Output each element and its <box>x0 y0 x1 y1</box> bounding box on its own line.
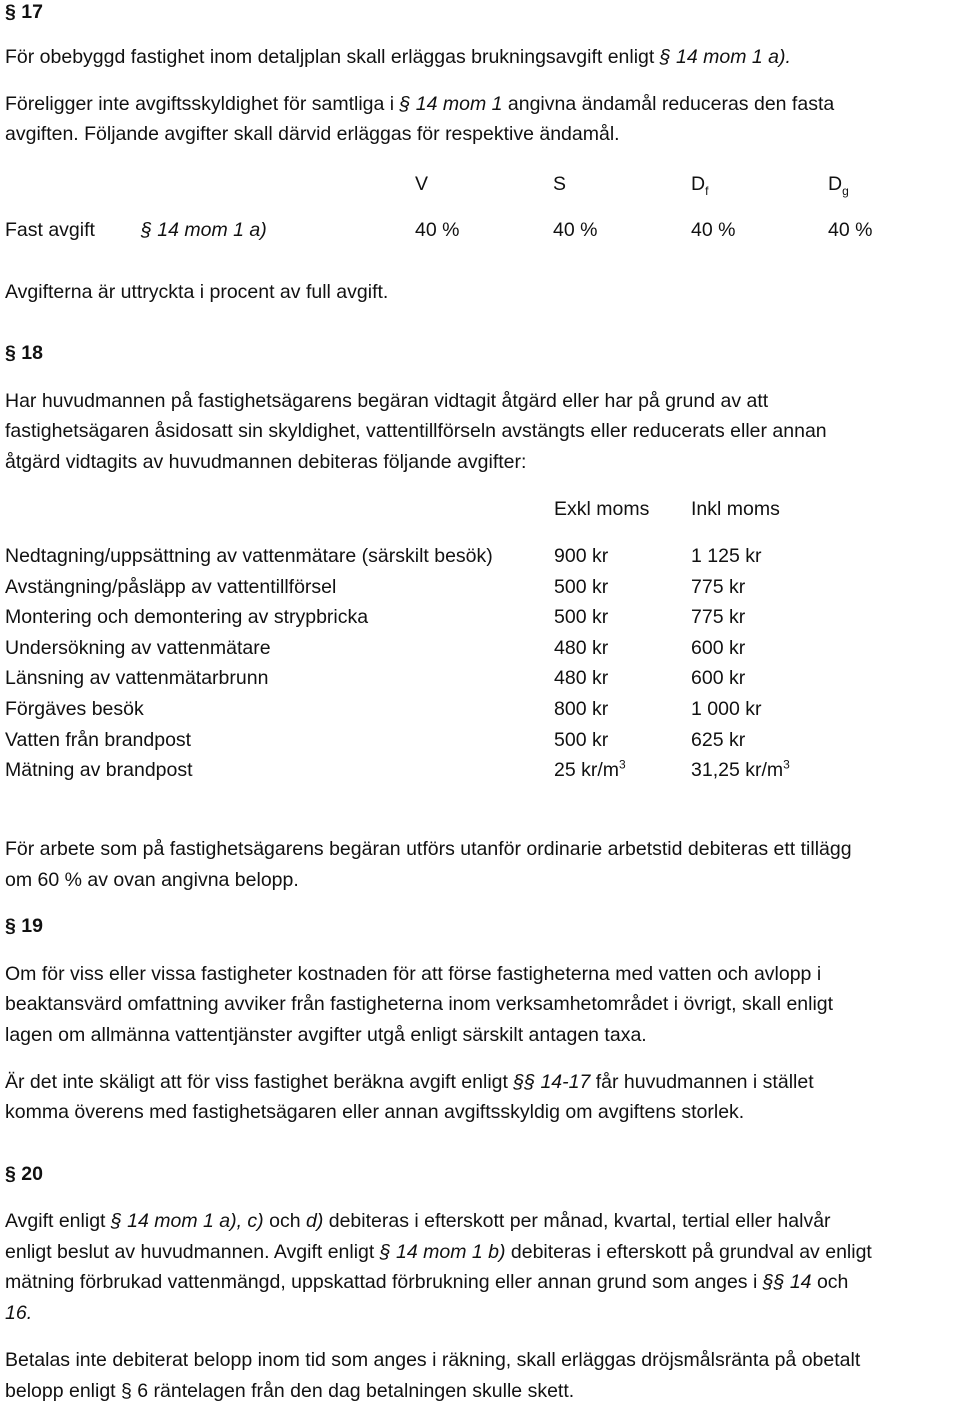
fee-row <box>5 636 955 667</box>
unit-exponent: 3 <box>619 757 626 772</box>
paragraph-19-1-line-1: Om för viss eller vissa fastigheter kostnaden för att förse fastigheterna med vatten och avlopp i <box>5 963 822 985</box>
fast-avgift-label: Fast avgift <box>5 219 95 241</box>
fee-note: Avgifterna är uttryckta i procent av full avgift. <box>5 281 389 303</box>
fee-row <box>5 728 955 759</box>
section-reference: § 14 mom 1 <box>399 93 503 115</box>
fee-row-exkl-moms: 900 kr <box>554 545 609 567</box>
section-reference: §§ 14 <box>762 1271 812 1293</box>
paragraph-18-1-line-3: åtgärd vidtagits av huvudmannen debiteras följande avgifter: <box>5 451 527 473</box>
fast-avgift-v: 40 % <box>415 219 460 241</box>
text: Föreligger inte avgiftsskyldighet för samtliga i <box>5 93 400 115</box>
section-reference: § 14 mom 1 a), c) <box>110 1210 264 1232</box>
unit-exponent: 3 <box>783 757 790 772</box>
fee-row-exkl-moms: 500 kr <box>554 575 609 598</box>
fee-row-inkl-moms: 1 000 kr <box>691 698 762 720</box>
fee-row-inkl-moms: 600 kr <box>691 667 746 690</box>
fee-row <box>5 605 955 636</box>
section-reference: §§ 14-17 <box>513 1071 591 1093</box>
text: För obebyggd fastighet inom detaljplan skall erläggas brukningsavgift enligt <box>5 46 660 68</box>
paragraph-19-1-line-2: beaktansvärd omfattning avviker från fastigheterna inom verksamhetområdet i övrigt, skall enligt <box>5 993 834 1015</box>
fee-row-label: Förgäves besök <box>5 698 144 720</box>
paragraph-20-1-line-2: enligt beslut av huvudmannen. Avgift enligt § 14 mom 1 b) debiteras i efterskott på grundval av enligt <box>5 1241 872 1263</box>
section-heading-19: § 19 <box>5 915 43 937</box>
fee-row-exkl-moms: 800 kr <box>554 698 609 720</box>
fee-row <box>5 666 955 697</box>
paragraph-19-1-line-3: lagen om allmänna vattentjänster avgifter utgå enligt särskilt antagen taxa. <box>5 1024 647 1046</box>
column-header-s: S <box>553 173 567 195</box>
paragraph-17-2-line-2: avgiften. Följande avgifter skall därvid erläggas för respektive ändamål. <box>5 123 620 145</box>
fee-row <box>5 544 955 575</box>
section-heading-18: § 18 <box>5 342 43 364</box>
fee-row-inkl-moms: 625 kr <box>691 728 746 751</box>
fee-row-exkl-moms: 25 $kr/m^3$ <box>554 757 626 782</box>
section-reference: § 14 mom 1 a). <box>659 46 791 68</box>
column-header-df: $D_f$ <box>691 173 709 198</box>
fee-row-inkl-moms: 775 kr <box>691 575 746 598</box>
fee-row-label: Nedtagning/uppsättning av vattenmätare (särskilt besök) <box>5 545 493 567</box>
fast-avgift-s: 40 % <box>553 219 598 241</box>
fee-row-label: Vatten från brandpost <box>5 728 192 751</box>
fee-row-label: Länsning av vattenmätarbrunn <box>5 667 269 690</box>
column-header-dg: $D_g$ <box>828 173 849 198</box>
fee-row-label: Montering och demontering av strypbricka <box>5 606 369 629</box>
fee-row-exkl-moms: 480 kr <box>554 636 609 659</box>
column-header-exkl-moms: Exkl moms <box>554 498 650 520</box>
fee-row-inkl-moms: 775 kr <box>691 606 746 629</box>
fast-avgift-reference: § 14 mom 1 a) <box>141 219 267 241</box>
fee-row <box>5 697 955 728</box>
fee-row-label: Avstängning/påsläpp av vattentillförsel <box>5 575 337 598</box>
paragraph-18-1-line-1: Har huvudmannen på fastighetsägarens begäran vidtagit åtgärd eller har på grund av att <box>5 390 769 412</box>
text: Är det inte skäligt att för viss fastighet beräkna avgift enligt <box>5 1071 514 1093</box>
fee-row <box>5 575 955 606</box>
section-reference: d) <box>305 1210 324 1232</box>
fee-row-label: Mätning av brandpost <box>5 759 193 782</box>
fee-row-inkl-moms: 31,25 $kr/m^3$ <box>691 757 790 782</box>
fee-row-exkl-moms: 500 kr <box>554 606 609 629</box>
fee-row-inkl-moms: 600 kr <box>691 636 746 659</box>
paragraph-17-2-line-1 <box>5 92 834 116</box>
section-heading-17: § 17 <box>5 1 43 23</box>
paragraph-19-2-line-1 <box>5 1070 814 1094</box>
paragraph-20-2-line-2: belopp enligt § 6 räntelagen från den dag betalningen skulle skett. <box>5 1380 575 1402</box>
paragraph-17-1 <box>5 45 791 69</box>
paragraph-20-2-line-1: Betalas inte debiterat belopp inom tid som anges i räkning, skall erläggas dröjsmålsränta på obetalt <box>5 1349 861 1371</box>
paragraph-18-2-line-2: om 60 % av ovan angivna belopp. <box>5 869 299 891</box>
text: får huvudmannen i stället <box>590 1071 814 1093</box>
paragraph-20-1-line-3: mätning förbrukad vattenmängd, uppskattad förbrukning eller annan grund som anges i §§ 14 och <box>5 1271 849 1293</box>
paragraph-18-1-line-2: fastighetsägaren åsidosatt sin skyldighet, vattentillförseln avstängts eller reducerats eller annan <box>5 420 827 442</box>
section-reference: § 14 mom 1 b) <box>379 1241 506 1263</box>
fast-avgift-df: 40 % <box>691 219 736 241</box>
paragraph-20-1-line-4: 16. <box>5 1302 33 1324</box>
column-header-v: V <box>415 173 429 195</box>
paragraph-20-1-line-1: Avgift enligt § 14 mom 1 a), c) och d) debiteras i efterskott per månad, kvartal, tertial eller halvår <box>5 1210 831 1232</box>
fee-row-exkl-moms: 480 kr <box>554 667 609 690</box>
fee-row <box>5 758 955 789</box>
fee-row-exkl-moms: 500 kr <box>554 728 609 751</box>
fee-row-inkl-moms: 1 125 kr <box>691 545 762 567</box>
text: angivna ändamål reduceras den fasta <box>502 93 835 115</box>
paragraph-19-2-line-2: komma överens med fastighetsägaren eller annan avgiftsskyldig om avgiftens storlek. <box>5 1101 745 1123</box>
fast-avgift-dg: 40 % <box>828 219 873 241</box>
column-header-inkl-moms: Inkl moms <box>691 498 780 520</box>
paragraph-18-2-line-1: För arbete som på fastighetsägarens begäran utförs utanför ordinarie arbetstid debiteras ett tillägg <box>5 838 852 860</box>
fee-row-label: Undersökning av vattenmätare <box>5 636 271 659</box>
section-heading-20: § 20 <box>5 1163 43 1185</box>
